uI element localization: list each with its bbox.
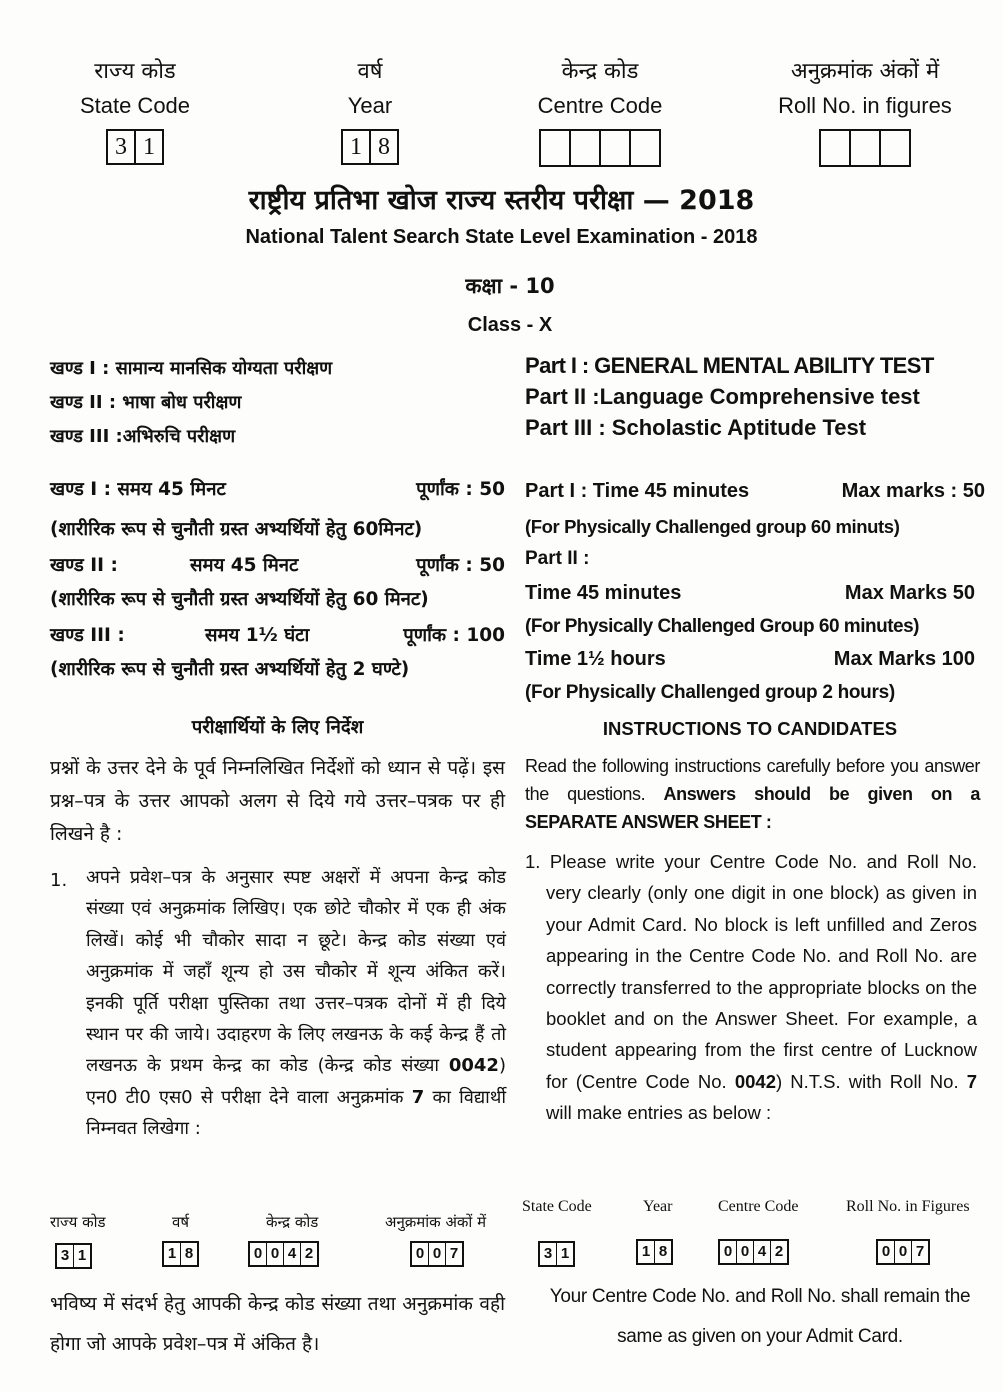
marks-p2-hi: पूर्णांक : 50 [416,555,505,576]
example-digit: 3 [540,1243,557,1265]
example-centre-boxes-en [718,1239,789,1265]
item1-hi-centre-code: 0042 [448,1055,499,1077]
marks-p1-en: Max marks : 50 [841,480,985,502]
marks-p1-hi: पूर्णांक : 50 [416,479,505,500]
roll-no-label-en: Roll No. in figures [778,93,952,118]
example-state-boxes-hi [55,1243,92,1269]
note-p1-hi: (शारीरिक रूप से चुनौती ग्रस्त अभ्यर्थियों हेतु 60मिनट) [50,519,423,540]
centre-code-boxes[interactable] [539,129,661,167]
marks-p2-en: Max Marks 50 [844,582,975,604]
centre-code-digit[interactable] [631,131,659,165]
item1-en [525,846,977,1129]
year-block [300,55,440,165]
item1-en-text: 1. Please write your Centre Code No. and Roll No. very clearly (only one digit in one block) as given in your Admit Card. No block is left unfilled and Zeros appearing in the Centre Code No. and Roll No. are correctly transferred to the appropriate blocks on the booklet and on the Answer Sheet. For example, a student appearing from the first centre of Lucknow for (Centre Code No. [525,851,977,1092]
item1-en-roll: 7 [966,1070,978,1092]
centre-code-label-en: Centre Code [537,93,663,118]
item1-en-text: ) N.T.S. with Roll No. [775,1070,959,1092]
year-digit: 8 [378,134,390,160]
example-centre-boxes-hi [248,1241,319,1267]
example-digit: 4 [754,1241,771,1263]
note-p1-en: (For Physically Challenged group 60 minuts) [525,516,900,537]
example-digit: 1 [638,1241,655,1263]
year-boxes [341,129,399,165]
example-digit: 0 [895,1241,912,1263]
intro-en [525,752,980,836]
timing-p2-label-en: Part II : [525,548,590,569]
class-hindi: कक्षा - 10 [465,274,555,298]
item1-hi-text: का विद्यार्थी निम्नवत लिखेगा : [86,1086,506,1140]
timing-p1-en: Part I : Time 45 minutes [525,480,750,502]
state-code-digit: 3 [108,131,136,163]
example-year-boxes-hi [162,1241,199,1267]
timing-p2-en: Time 45 minutes [525,582,682,604]
example-digit: 0 [267,1243,284,1265]
example-roll-boxes-hi [410,1241,464,1267]
example-digit: 3 [57,1245,74,1267]
part-item-hi: खण्ड II : भाषा बोध परीक्षण [50,392,242,413]
intro-en-bold: Answers should be given on a SEPARATE ANSWER SHEET : [525,784,980,832]
intro-en-text: Read the following instructions carefully before you answer the questions. [525,756,980,804]
timing-p3-hi: समय 1½ घंटा [205,625,310,646]
year-digit: 1 [343,131,371,163]
centre-code-digit[interactable] [541,131,571,165]
example-digit: 0 [720,1241,737,1263]
example-digit: 1 [560,1245,570,1262]
instructions-heading-en: INSTRUCTIONS TO CANDIDATES [602,718,898,739]
part-item-hi: खण्ड III :अभिरुचि परीक्षण [50,426,236,447]
note-p2-hi: (शारीरिक रूप से चुनौती ग्रस्त अभ्यर्थियों हेतु 60 मिनट) [50,589,429,610]
note-p2-en: (For Physically Challenged Group 60 minutes) [525,616,919,637]
instructions-heading-hi: परीक्षार्थियों के लिए निर्देश [191,717,364,738]
example-digit: 4 [284,1243,301,1265]
intro-hi: प्रश्नों के उत्तर देने के पूर्व निम्नलिखित निर्देशों को ध्यान से पढ़ें। इस प्रश्न–पत्र के उत्तर आपको अलग से दिये गये उत्तर–पत्रक पर ही लिखने है : [50,757,505,845]
example-digit: 0 [412,1243,429,1265]
state-code-boxes [106,129,164,165]
example-label-centre-hi: केन्द्र कोड [266,1213,319,1231]
footer-en: Your Centre Code No. and Roll No. shall remain the same as given on your Admit Card. [549,1286,971,1347]
example-digit: 0 [737,1241,754,1263]
class-english: Class - X [467,314,553,336]
state-code-digit: 1 [143,134,155,160]
year-label-en: Year [347,93,393,118]
state-code-label-en: State Code [79,93,191,118]
example-label-roll-en: Roll No. in Figures [846,1198,970,1215]
roll-no-boxes[interactable] [819,129,911,167]
example-digit: 8 [658,1243,668,1260]
part-item-en: Part II :Language Comprehensive test [525,384,920,409]
example-digit: 0 [878,1241,895,1263]
timing-p2-hi: समय 45 मिनट [190,555,299,576]
item1-en-centre-code: 0042 [734,1070,776,1092]
example-digit: 0 [250,1243,267,1265]
roll-no-digit[interactable] [881,131,909,165]
title-hindi: राष्ट्रीय प्रतिभा खोज राज्य स्तरीय परीक्षा — 2018 [248,185,755,216]
example-label-year-hi: वर्ष [172,1213,190,1231]
timing-p3-en: Time 1½ hours [525,648,666,670]
example-label-state-hi: राज्य कोड [50,1213,106,1231]
title-english: National Talent Search State Level Examination - 2018 [245,226,758,248]
parts-list-hi [50,352,505,454]
part-item-en: Part I : GENERAL MENTAL ABILITY TEST [525,353,934,378]
note-p3-hi: (शारीरिक रूप से चुनौती ग्रस्त अभ्यर्थियों हेतु 2 घण्टे) [50,659,410,680]
example-roll-boxes-en [876,1239,930,1265]
item1-en-text: will make entries as below : [546,1102,772,1124]
centre-code-digit[interactable] [601,131,631,165]
marks-p3-hi: पूर्णांक : 100 [403,625,505,646]
item1-hi-text: अपने प्रवेश–पत्र के अनुसार स्पष्ट अक्षरों में अपना केन्द्र कोड संख्या एवं अनुक्रमांक लिखिए। एक छोटे चौकोर में एक ही अंक लिखें। कोई भी चौकोर सादा न छूटे। केन्द्र कोड संख्या एवं अनुक्रमांक में जहाँ शून्य हो उस चौकोर में शून्य अंकित करें। इनकी पूर्ति परीक्षा पुस्तिका तथा उत्तर–पत्रक दोनों में ही दिये स्थान पर की जाये। उदाहरण के लिए लखनऊ के कई केन्द्र हैं तो लखनऊ के प्रथम केन्द्र का कोड (केन्द्र कोड संख्या [86,867,506,1077]
example-digit: 2 [774,1243,784,1260]
example-digit: 1 [164,1243,181,1265]
centre-code-block [515,55,685,169]
note-p3-en: (For Physically Challenged group 2 hours) [525,682,895,703]
example-label-state-en: State Code [522,1198,592,1215]
centre-code-digit[interactable] [571,131,601,165]
example-label-centre-en: Centre Code [718,1198,799,1215]
item1-number-hi: 1. [50,870,68,891]
roll-no-digit[interactable] [851,131,881,165]
item1-hi [86,862,506,1145]
example-digit: 1 [77,1247,87,1264]
parts-list-en [525,350,995,443]
timing-p1-hi: खण्ड I : समय 45 मिनट [50,479,226,500]
roll-no-block [765,55,965,169]
example-label-year-en: Year [643,1198,673,1215]
roll-no-label-hi: अनुक्रमांक अंकों में [790,59,940,84]
year-label-hi: वर्ष [357,59,383,84]
state-code-block [60,55,210,165]
marks-p3-en: Max Marks 100 [833,648,975,670]
part-item-hi: खण्ड I : सामान्य मानसिक योग्यता परीक्षण [50,358,333,379]
roll-no-digit[interactable] [821,131,851,165]
example-digit: 0 [429,1243,446,1265]
timing-en [525,480,985,714]
timing-p3-label-hi: खण्ड III : [50,625,125,646]
example-digit: 8 [184,1245,194,1262]
example-digit: 2 [304,1245,314,1262]
example-state-boxes-en [538,1241,575,1267]
example-digit: 7 [915,1243,925,1260]
timing-hi [50,476,505,690]
footer-hi: भविष्य में संदर्भ हेतु आपकी केन्द्र कोड संख्या तथा अनुक्रमांक वही होगा जो आपके प्रवेश–पत्र में अंकित है। [50,1293,505,1355]
example-year-boxes-en [636,1239,673,1265]
item1-hi-roll: 7 [411,1086,425,1108]
timing-p2-label-hi: खण्ड II : [50,555,118,576]
centre-code-label-hi: केन्द्र कोड [561,59,639,84]
state-code-label-hi: राज्य कोड [94,59,176,84]
example-label-roll-hi: अनुक्रमांक अंकों में [385,1213,487,1231]
part-item-en: Part III : Scholastic Aptitude Test [525,415,867,440]
item1-hi-text: ) एन0 टी0 एस0 से परीक्षा देने वाला अनुक्रमांक [86,1055,506,1108]
example-digit: 7 [449,1245,459,1262]
